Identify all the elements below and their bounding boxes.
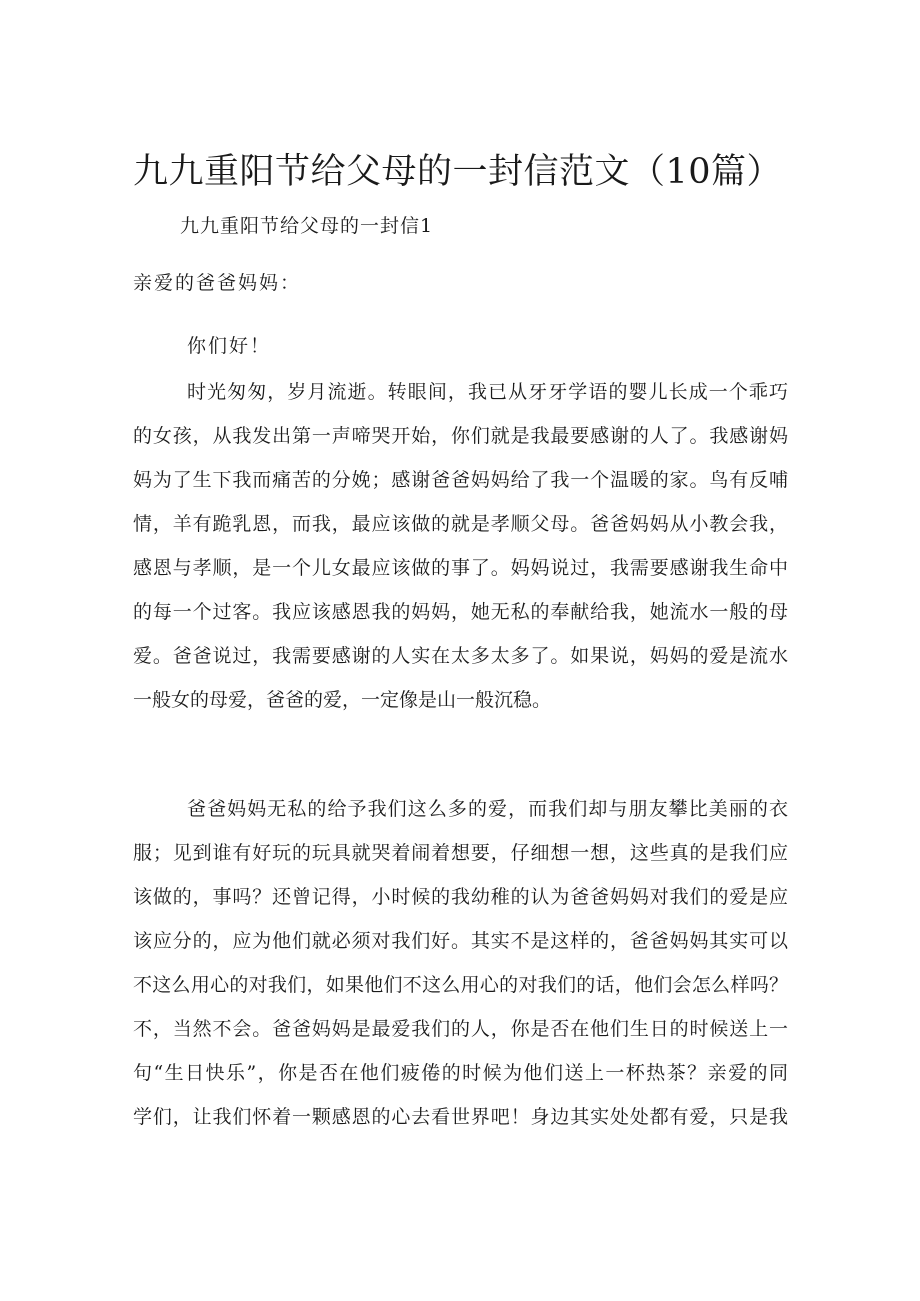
paragraph-line: 情，羊有跪乳恩，而我，最应该做的就是孝顺父母。爸爸妈妈从小教会我， [133, 513, 788, 535]
paragraph-line: 不，当然不会。爸爸妈妈是最爱我们的人，你是否在他们生日的时候送上一 [133, 1018, 788, 1040]
paragraph-line: 学们，让我们怀着一颗感恩的心去看世界吧！身边其实处处都有爱，只是我 [133, 1106, 788, 1128]
letter-subtitle: 九九重阳节给父母的一封信1 [180, 215, 434, 237]
letter-greeting: 你们好！ [187, 335, 272, 357]
body-paragraph-2 [133, 787, 788, 1139]
paragraph-line: 感恩与孝顺，是一个儿女最应该做的事了。妈妈说过，我需要感谢我生命中 [133, 557, 788, 579]
paragraph-line: 句“生日快乐”，你是否在他们疲倦的时候为他们送上一杯热茶？亲爱的同 [133, 1062, 788, 1084]
paragraph-line: 时光匆匆，岁月流逝。转眼间，我已从牙牙学语的婴儿长成一个乖巧 [187, 381, 788, 403]
paragraph-line: 不这么用心的对我们，如果他们不这么用心的对我们的话，他们会怎么样吗？ [133, 974, 788, 996]
document-title: 九九重阳节给父母的一封信范文（10篇） [133, 152, 783, 192]
paragraph-line: 爱。爸爸说过，我需要感谢的人实在太多太多了。如果说，妈妈的爱是流水 [133, 645, 788, 667]
paragraph-line: 该应分的，应为他们就必须对我们好。其实不是这样的，爸爸妈妈其实可以 [133, 930, 788, 952]
paragraph-line: 服；见到谁有好玩的玩具就哭着闹着想要，仔细想一想，这些真的是我们应 [133, 842, 788, 864]
paragraph-line: 爸爸妈妈无私的给予我们这么多的爱，而我们却与朋友攀比美丽的衣 [187, 798, 788, 820]
paragraph-line: 该做的，事吗？还曾记得，小时候的我幼稚的认为爸爸妈妈对我们的爱是应 [133, 886, 788, 908]
paragraph-line: 的每一个过客。我应该感恩我的妈妈，她无私的奉献给我，她流水一般的母 [133, 601, 788, 623]
paragraph-line: 妈为了生下我而痛苦的分娩；感谢爸爸妈妈给了我一个温暖的家。鸟有反哺 [133, 469, 788, 491]
letter-salutation: 亲爱的爸爸妈妈： [133, 272, 302, 294]
body-paragraph-1 [133, 370, 788, 722]
paragraph-line: 的女孩，从我发出第一声啼哭开始，你们就是我最要感谢的人了。我感谢妈 [133, 425, 788, 447]
paragraph-line: 一般女的母爱，爸爸的爱，一定像是山一般沉稳。 [133, 689, 552, 711]
